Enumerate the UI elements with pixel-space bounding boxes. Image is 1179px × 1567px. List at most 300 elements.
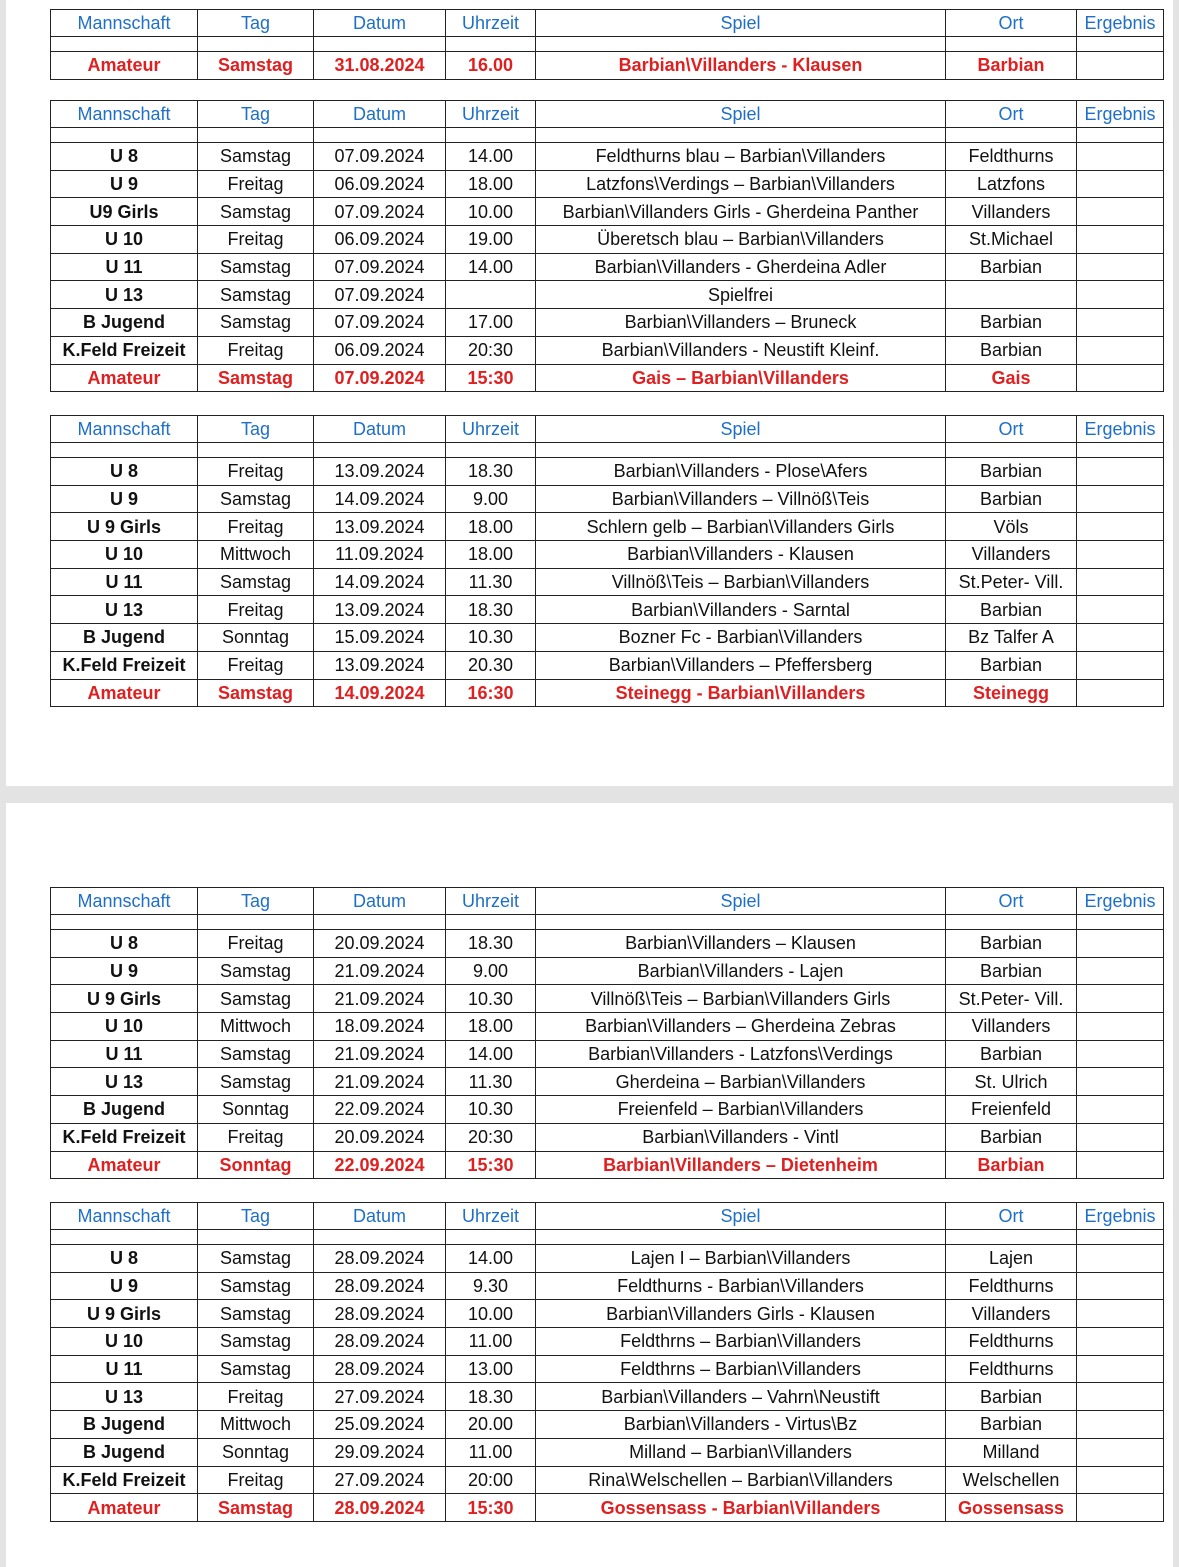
cell-uhrzeit: 10.00 [446, 198, 536, 226]
cell-ergebnis [1077, 651, 1164, 679]
table-row [51, 930, 1164, 958]
cell-tag: Freitag [198, 1383, 314, 1411]
spacer-row [51, 915, 1164, 930]
cell-mannschaft: U 8 [51, 143, 198, 171]
table-row [51, 541, 1164, 569]
spacer-cell [1077, 37, 1164, 52]
spacer-cell [198, 1230, 314, 1245]
cell-ort: Freienfeld [946, 1096, 1077, 1124]
cell-tag: Freitag [198, 458, 314, 486]
header-uhrzeit: Uhrzeit [446, 416, 536, 443]
cell-tag: Freitag [198, 930, 314, 958]
cell-uhrzeit: 11.00 [446, 1328, 536, 1356]
cell-tag: Samstag [198, 1494, 314, 1522]
table-row [51, 1300, 1164, 1328]
cell-tag: Samstag [198, 1040, 314, 1068]
cell-tag: Samstag [198, 679, 314, 707]
table-row [51, 1068, 1164, 1096]
cell-mannschaft: U 13 [51, 1068, 198, 1096]
cell-ort: Barbian [946, 336, 1077, 364]
header-tag: Tag [198, 416, 314, 443]
cell-tag: Samstag [198, 143, 314, 171]
cell-spiel: Barbian\Villanders - Lajen [536, 957, 946, 985]
cell-ort: Barbian [946, 52, 1077, 80]
cell-ort: St.Peter- Vill. [946, 985, 1077, 1013]
cell-datum: 07.09.2024 [314, 364, 446, 392]
cell-datum: 07.09.2024 [314, 309, 446, 337]
cell-ergebnis [1077, 1300, 1164, 1328]
cell-tag: Samstag [198, 198, 314, 226]
cell-tag: Samstag [198, 957, 314, 985]
cell-tag: Samstag [198, 281, 314, 309]
table-row [51, 1466, 1164, 1494]
table-row [51, 651, 1164, 679]
table-row [51, 596, 1164, 624]
spacer-row [51, 443, 1164, 458]
cell-tag: Freitag [198, 170, 314, 198]
cell-spiel: Rina\Welschellen – Barbian\Villanders [536, 1466, 946, 1494]
cell-datum: 07.09.2024 [314, 198, 446, 226]
header-spiel: Spiel [536, 101, 946, 128]
cell-datum: 28.09.2024 [314, 1245, 446, 1273]
cell-spiel: Barbian\Villanders – Gherdeina Zebras [536, 1013, 946, 1041]
cell-spiel: Barbian\Villanders - Latzfons\Verdings [536, 1040, 946, 1068]
header-spiel: Spiel [536, 888, 946, 915]
spacer-cell [1077, 443, 1164, 458]
cell-ort: Latzfons [946, 170, 1077, 198]
spacer-cell [536, 128, 946, 143]
cell-ort: Bz Talfer A [946, 624, 1077, 652]
cell-tag: Samstag [198, 1355, 314, 1383]
cell-ergebnis [1077, 1355, 1164, 1383]
cell-ort: Barbian [946, 458, 1077, 486]
header-uhrzeit: Uhrzeit [446, 888, 536, 915]
header-ort: Ort [946, 101, 1077, 128]
table-row [51, 1383, 1164, 1411]
cell-tag: Mittwoch [198, 541, 314, 569]
cell-tag: Freitag [198, 513, 314, 541]
cell-spiel: Lajen I – Barbian\Villanders [536, 1245, 946, 1273]
table-row [51, 485, 1164, 513]
cell-tag: Freitag [198, 596, 314, 624]
cell-uhrzeit: 13.00 [446, 1355, 536, 1383]
header-tag: Tag [198, 10, 314, 37]
cell-ort: Villanders [946, 541, 1077, 569]
spacer-cell [946, 915, 1077, 930]
table-row [51, 624, 1164, 652]
cell-datum: 11.09.2024 [314, 541, 446, 569]
cell-mannschaft: B Jugend [51, 624, 198, 652]
table-row [51, 281, 1164, 309]
cell-ergebnis [1077, 1040, 1164, 1068]
cell-uhrzeit: 9.30 [446, 1272, 536, 1300]
spacer-row [51, 37, 1164, 52]
cell-mannschaft: Amateur [51, 679, 198, 707]
cell-datum: 28.09.2024 [314, 1494, 446, 1522]
cell-mannschaft: U 9 Girls [51, 513, 198, 541]
cell-datum: 14.09.2024 [314, 679, 446, 707]
cell-ergebnis [1077, 143, 1164, 171]
cell-spiel: Milland – Barbian\Villanders [536, 1438, 946, 1466]
spacer-cell [314, 1230, 446, 1245]
spacer-row [51, 1230, 1164, 1245]
cell-datum: 20.09.2024 [314, 1123, 446, 1151]
schedule-table [50, 100, 1164, 392]
cell-ergebnis [1077, 541, 1164, 569]
cell-ort: Barbian [946, 309, 1077, 337]
cell-ort: Barbian [946, 957, 1077, 985]
cell-mannschaft: U 8 [51, 1245, 198, 1273]
cell-uhrzeit: 18.30 [446, 930, 536, 958]
cell-datum: 21.09.2024 [314, 1068, 446, 1096]
cell-ort: St.Peter- Vill. [946, 568, 1077, 596]
cell-ort: Barbian [946, 1411, 1077, 1439]
table-header-row [51, 1203, 1164, 1230]
spacer-cell [446, 915, 536, 930]
cell-datum: 13.09.2024 [314, 651, 446, 679]
header-datum: Datum [314, 101, 446, 128]
cell-uhrzeit: 19.00 [446, 226, 536, 254]
cell-spiel: Feldthrns – Barbian\Villanders [536, 1328, 946, 1356]
header-uhrzeit: Uhrzeit [446, 101, 536, 128]
cell-datum: 27.09.2024 [314, 1383, 446, 1411]
cell-ergebnis [1077, 1272, 1164, 1300]
cell-tag: Freitag [198, 1466, 314, 1494]
cell-uhrzeit: 14.00 [446, 1245, 536, 1273]
cell-uhrzeit: 11.30 [446, 1068, 536, 1096]
spacer-cell [946, 443, 1077, 458]
cell-ergebnis [1077, 930, 1164, 958]
cell-spiel: Barbian\Villanders Girls - Klausen [536, 1300, 946, 1328]
cell-uhrzeit: 20:30 [446, 336, 536, 364]
table-row [51, 309, 1164, 337]
spacer-cell [946, 37, 1077, 52]
cell-mannschaft: U 13 [51, 281, 198, 309]
header-ergebnis: Ergebnis [1077, 888, 1164, 915]
header-datum: Datum [314, 10, 446, 37]
cell-mannschaft: U 10 [51, 226, 198, 254]
header-datum: Datum [314, 888, 446, 915]
cell-tag: Samstag [198, 1328, 314, 1356]
cell-spiel: Barbian\Villanders - Neustift Kleinf. [536, 336, 946, 364]
header-mannschaft: Mannschaft [51, 101, 198, 128]
cell-uhrzeit: 17.00 [446, 309, 536, 337]
spacer-cell [314, 915, 446, 930]
spacer-cell [314, 128, 446, 143]
cell-ort: Barbian [946, 1383, 1077, 1411]
schedule-page-1 [6, 0, 1173, 786]
header-uhrzeit: Uhrzeit [446, 10, 536, 37]
cell-ergebnis [1077, 198, 1164, 226]
cell-ergebnis [1077, 1068, 1164, 1096]
cell-uhrzeit: 18.30 [446, 596, 536, 624]
cell-datum: 25.09.2024 [314, 1411, 446, 1439]
cell-mannschaft: U 10 [51, 1013, 198, 1041]
cell-ort: Barbian [946, 1040, 1077, 1068]
cell-spiel: Gais – Barbian\Villanders [536, 364, 946, 392]
table-row [51, 458, 1164, 486]
cell-datum: 07.09.2024 [314, 281, 446, 309]
spacer-cell [198, 915, 314, 930]
cell-mannschaft: U 9 [51, 485, 198, 513]
cell-datum: 29.09.2024 [314, 1438, 446, 1466]
cell-spiel: Barbian\Villanders – Vahrn\Neustift [536, 1383, 946, 1411]
spacer-cell [314, 443, 446, 458]
table-row [51, 336, 1164, 364]
cell-spiel: Barbian\Villanders – Villnöß\Teis [536, 485, 946, 513]
cell-datum: 31.08.2024 [314, 52, 446, 80]
cell-spiel: Feldthurns blau – Barbian\Villanders [536, 143, 946, 171]
table-header-row [51, 888, 1164, 915]
spacer-cell [446, 1230, 536, 1245]
cell-mannschaft: Amateur [51, 1151, 198, 1179]
cell-uhrzeit: 10.30 [446, 985, 536, 1013]
table-header-row [51, 10, 1164, 37]
cell-ort: Feldthurns [946, 1328, 1077, 1356]
header-ergebnis: Ergebnis [1077, 416, 1164, 443]
cell-uhrzeit: 15:30 [446, 1151, 536, 1179]
cell-mannschaft: U 8 [51, 930, 198, 958]
cell-uhrzeit: 9.00 [446, 485, 536, 513]
cell-tag: Samstag [198, 1068, 314, 1096]
cell-datum: 07.09.2024 [314, 253, 446, 281]
cell-mannschaft: U 13 [51, 1383, 198, 1411]
cell-ort: Steinegg [946, 679, 1077, 707]
cell-ergebnis [1077, 1328, 1164, 1356]
header-datum: Datum [314, 416, 446, 443]
cell-ort: Barbian [946, 651, 1077, 679]
cell-ort: Milland [946, 1438, 1077, 1466]
cell-datum: 28.09.2024 [314, 1272, 446, 1300]
cell-ergebnis [1077, 568, 1164, 596]
cell-ergebnis [1077, 513, 1164, 541]
cell-mannschaft: U 10 [51, 1328, 198, 1356]
table-row [51, 143, 1164, 171]
cell-uhrzeit: 10.00 [446, 1300, 536, 1328]
cell-spiel: Villnöß\Teis – Barbian\Villanders Girls [536, 985, 946, 1013]
cell-ergebnis [1077, 364, 1164, 392]
table-row [51, 226, 1164, 254]
cell-tag: Samstag [198, 52, 314, 80]
cell-datum: 14.09.2024 [314, 568, 446, 596]
cell-mannschaft: U 9 [51, 1272, 198, 1300]
cell-spiel: Freienfeld – Barbian\Villanders [536, 1096, 946, 1124]
cell-uhrzeit: 14.00 [446, 143, 536, 171]
cell-mannschaft: K.Feld Freizeit [51, 651, 198, 679]
table-header-row [51, 101, 1164, 128]
cell-tag: Mittwoch [198, 1013, 314, 1041]
cell-mannschaft: K.Feld Freizeit [51, 1123, 198, 1151]
cell-ergebnis [1077, 1494, 1164, 1522]
cell-tag: Samstag [198, 309, 314, 337]
cell-spiel: Barbian\Villanders - Klausen [536, 541, 946, 569]
spacer-cell [51, 1230, 198, 1245]
cell-uhrzeit: 18.00 [446, 170, 536, 198]
cell-datum: 13.09.2024 [314, 513, 446, 541]
cell-datum: 28.09.2024 [314, 1355, 446, 1383]
table-row [51, 568, 1164, 596]
cell-uhrzeit: 20.00 [446, 1411, 536, 1439]
spacer-cell [198, 128, 314, 143]
cell-spiel: Spielfrei [536, 281, 946, 309]
cell-mannschaft: U 11 [51, 253, 198, 281]
cell-mannschaft: U 13 [51, 596, 198, 624]
cell-tag: Sonntag [198, 624, 314, 652]
header-spiel: Spiel [536, 1203, 946, 1230]
cell-ergebnis [1077, 52, 1164, 80]
cell-tag: Samstag [198, 568, 314, 596]
cell-tag: Freitag [198, 226, 314, 254]
cell-uhrzeit: 11.00 [446, 1438, 536, 1466]
cell-ort [946, 281, 1077, 309]
schedule-table [50, 9, 1164, 80]
table-row [51, 957, 1164, 985]
schedule-table [50, 415, 1164, 707]
cell-ort: Feldthurns [946, 1272, 1077, 1300]
cell-tag: Samstag [198, 253, 314, 281]
table-row [51, 1040, 1164, 1068]
cell-ergebnis [1077, 1438, 1164, 1466]
cell-mannschaft: U 9 [51, 957, 198, 985]
table-row [51, 985, 1164, 1013]
spacer-cell [198, 443, 314, 458]
header-ort: Ort [946, 1203, 1077, 1230]
cell-uhrzeit: 15:30 [446, 364, 536, 392]
cell-spiel: Barbian\Villanders – Dietenheim [536, 1151, 946, 1179]
cell-uhrzeit: 9.00 [446, 957, 536, 985]
cell-uhrzeit: 18.30 [446, 1383, 536, 1411]
cell-tag: Mittwoch [198, 1411, 314, 1439]
schedule-table [50, 1202, 1164, 1522]
cell-uhrzeit: 20:30 [446, 1123, 536, 1151]
cell-spiel: Barbian\Villanders - Sarntal [536, 596, 946, 624]
table-row [51, 1438, 1164, 1466]
cell-uhrzeit: 11.30 [446, 568, 536, 596]
cell-spiel: Barbian\Villanders - Gherdeina Adler [536, 253, 946, 281]
header-mannschaft: Mannschaft [51, 10, 198, 37]
spacer-cell [536, 915, 946, 930]
spacer-cell [51, 128, 198, 143]
cell-datum: 22.09.2024 [314, 1151, 446, 1179]
cell-ergebnis [1077, 458, 1164, 486]
cell-mannschaft: Amateur [51, 52, 198, 80]
spacer-cell [536, 1230, 946, 1245]
header-tag: Tag [198, 888, 314, 915]
cell-tag: Freitag [198, 1123, 314, 1151]
cell-ort: Feldthurns [946, 1355, 1077, 1383]
header-mannschaft: Mannschaft [51, 1203, 198, 1230]
cell-mannschaft: K.Feld Freizeit [51, 336, 198, 364]
cell-datum: 18.09.2024 [314, 1013, 446, 1041]
cell-tag: Freitag [198, 651, 314, 679]
cell-datum: 14.09.2024 [314, 485, 446, 513]
cell-ort: Völs [946, 513, 1077, 541]
cell-spiel: Barbian\Villanders - Klausen [536, 52, 946, 80]
table-row [51, 52, 1164, 80]
cell-uhrzeit: 14.00 [446, 253, 536, 281]
spacer-cell [1077, 915, 1164, 930]
cell-spiel: Gossensass - Barbian\Villanders [536, 1494, 946, 1522]
cell-spiel: Feldthurns - Barbian\Villanders [536, 1272, 946, 1300]
header-ergebnis: Ergebnis [1077, 101, 1164, 128]
table-row [51, 1096, 1164, 1124]
cell-datum: 06.09.2024 [314, 226, 446, 254]
cell-ort: Barbian [946, 1123, 1077, 1151]
cell-spiel: Barbian\Villanders – Bruneck [536, 309, 946, 337]
cell-spiel: Barbian\Villanders Girls - Gherdeina Panther [536, 198, 946, 226]
cell-ort: Villanders [946, 1300, 1077, 1328]
cell-tag: Samstag [198, 1272, 314, 1300]
spacer-cell [536, 443, 946, 458]
cell-ergebnis [1077, 596, 1164, 624]
cell-tag: Samstag [198, 485, 314, 513]
cell-uhrzeit: 18.00 [446, 1013, 536, 1041]
cell-ergebnis [1077, 1151, 1164, 1179]
cell-uhrzeit: 10.30 [446, 1096, 536, 1124]
cell-ergebnis [1077, 1096, 1164, 1124]
table-row [51, 198, 1164, 226]
cell-datum: 22.09.2024 [314, 1096, 446, 1124]
table-row [51, 253, 1164, 281]
cell-tag: Samstag [198, 1245, 314, 1273]
table-header-row [51, 416, 1164, 443]
table-row [51, 513, 1164, 541]
header-uhrzeit: Uhrzeit [446, 1203, 536, 1230]
cell-ort: St. Ulrich [946, 1068, 1077, 1096]
cell-ort: Gais [946, 364, 1077, 392]
cell-spiel: Barbian\Villanders – Klausen [536, 930, 946, 958]
cell-ort: Lajen [946, 1245, 1077, 1273]
cell-uhrzeit: 16:30 [446, 679, 536, 707]
cell-tag: Samstag [198, 1300, 314, 1328]
cell-spiel: Schlern gelb – Barbian\Villanders Girls [536, 513, 946, 541]
cell-tag: Freitag [198, 336, 314, 364]
cell-ergebnis [1077, 1466, 1164, 1494]
cell-tag: Samstag [198, 364, 314, 392]
table-row [51, 679, 1164, 707]
cell-mannschaft: U 9 [51, 170, 198, 198]
table-row [51, 1245, 1164, 1273]
cell-mannschaft: Amateur [51, 364, 198, 392]
cell-uhrzeit: 18.30 [446, 458, 536, 486]
cell-ergebnis [1077, 309, 1164, 337]
cell-ergebnis [1077, 1245, 1164, 1273]
cell-ort: St.Michael [946, 226, 1077, 254]
cell-uhrzeit [446, 281, 536, 309]
header-ergebnis: Ergebnis [1077, 10, 1164, 37]
cell-tag: Sonntag [198, 1096, 314, 1124]
cell-mannschaft: B Jugend [51, 1438, 198, 1466]
cell-mannschaft: U 8 [51, 458, 198, 486]
cell-uhrzeit: 15:30 [446, 1494, 536, 1522]
table-row [51, 170, 1164, 198]
cell-datum: 06.09.2024 [314, 170, 446, 198]
cell-ergebnis [1077, 679, 1164, 707]
spacer-cell [446, 37, 536, 52]
cell-datum: 21.09.2024 [314, 957, 446, 985]
spacer-cell [1077, 128, 1164, 143]
spacer-cell [536, 37, 946, 52]
cell-datum: 27.09.2024 [314, 1466, 446, 1494]
cell-uhrzeit: 14.00 [446, 1040, 536, 1068]
cell-tag: Samstag [198, 985, 314, 1013]
cell-ort: Barbian [946, 596, 1077, 624]
cell-mannschaft: U 9 Girls [51, 1300, 198, 1328]
cell-spiel: Barbian\Villanders - Vintl [536, 1123, 946, 1151]
cell-datum: 28.09.2024 [314, 1300, 446, 1328]
cell-datum: 21.09.2024 [314, 985, 446, 1013]
cell-datum: 13.09.2024 [314, 596, 446, 624]
